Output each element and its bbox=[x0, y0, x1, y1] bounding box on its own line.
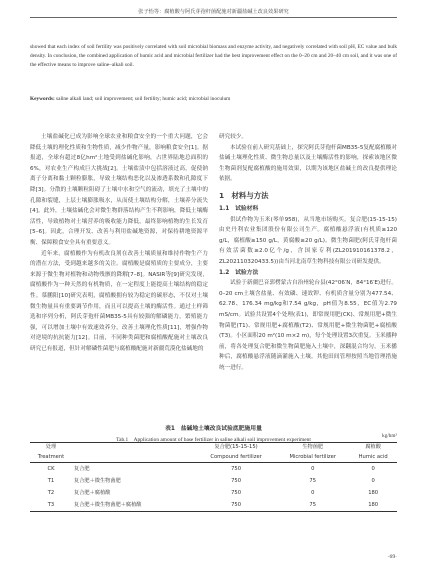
table-header-row-en bbox=[30, 453, 397, 463]
table-cell: 180 bbox=[349, 499, 397, 512]
page-number: ·69· bbox=[387, 554, 397, 560]
table-header-cell: 复合肥(15-15-15) bbox=[196, 443, 276, 453]
subsection-heading-materials: 1.1 试验材料 bbox=[219, 205, 259, 212]
header-rule bbox=[30, 17, 397, 18]
table-header-cell: Microbial fertilizer bbox=[276, 453, 349, 463]
table-cell: 0 bbox=[371, 466, 375, 472]
table-row bbox=[30, 487, 397, 499]
table-cell: 复合肥＋腐植酸 bbox=[74, 490, 111, 496]
table-cell: T3 bbox=[30, 499, 72, 512]
fertilizer-table bbox=[30, 442, 397, 512]
table-cell: 750 bbox=[231, 478, 242, 484]
table-cell: 180 bbox=[368, 490, 379, 496]
subsection-heading-methods: 1.2 试验方法 bbox=[219, 269, 259, 276]
table-header-cell bbox=[72, 443, 196, 453]
table-cell: 750 bbox=[231, 490, 242, 496]
table-cell: T2 bbox=[47, 490, 55, 496]
table-cell: 75 bbox=[276, 499, 349, 512]
table-cell: 复合肥 bbox=[74, 466, 90, 472]
table-header-cell: Humic acid bbox=[349, 453, 397, 463]
table-cell: 750 bbox=[196, 499, 276, 512]
keywords-label: Keywords: bbox=[30, 96, 55, 102]
table-header-cell: 腐植酸 bbox=[349, 443, 397, 453]
keywords-text: saline alkali land; soil improvement; soil fertility; humic acid; microbial inoculum bbox=[56, 96, 231, 102]
table-header-cell: Compound fertilizer bbox=[196, 453, 276, 463]
intro-paragraph-continued: 研究较少。 bbox=[219, 134, 247, 140]
methods-paragraph: 试验于新疆巴音郭楞蒙古自治州轮台县(42°06′N，84°16′E)进行。0–20 cm土壤含盐量、有效磷、速效钾、有机质含量分别为477.54、62.78、176.34 mg/kg和7.54 g/kg，pH值为8.55，EC值为2.79 mS/cm。试验共设置4个处理(表1)，即常规用肥(CK)、常规用肥+微生物菌肥(T1)、常规用肥+腐植酸(T2)、常规用肥+微生物菌肥+腐植酸(T3)。小区面积20 m²(10 m×2 m)，每个处理设置3次重复。玉米播种前，将各处理复合肥和微生物菌肥施入土壤中，深翻混合均匀。玉米播种后，腐植酸悬浮液随滴灌施入土壤。其他田间管理按照当地管理措施统一进行。 bbox=[219, 280, 397, 371]
table-unit: kg/hm² bbox=[382, 433, 397, 439]
table-header-cell: Treatment bbox=[30, 453, 72, 463]
table-cell: T1 bbox=[47, 478, 55, 484]
table-cell: 75 bbox=[309, 478, 317, 484]
table-cell: 0 bbox=[311, 490, 315, 496]
table-header-row-zh bbox=[30, 443, 397, 453]
table-caption-en: Tab.1 Application amount of base fertilizer in saline alkali soil improvement experiment bbox=[116, 437, 311, 443]
materials-paragraph: 供试作物为玉米(琴单958)，从当地市场购买。复合肥(15-15-15)由史丹利农业集团股份有限公司生产。腐植酸悬浮液(有机质≥120 g/L，腐植酸≥150 g/L，黄腐酸≥20 g/L)。微生物菌肥(阿氏芽孢杆菌有效活菌数≥2.0亿个/g，含国家专利(ZL201910161378.2，ZL202110320433.5))由当河北南草生物科技有限公司研发提供。 bbox=[219, 216, 397, 265]
abstract-english: showed that each index of soil fertility was positively correlated with soil microbial biomass and enzyme activity, and negatively correlated with soil pH, EC value and bulk density. In conclusion, the combined application of humic acid and microbial fertilizer had the best improvement effect on the 0–20 cm and 20–40 cm soil, and it was one of the effective means to improve saline–alkali soil. bbox=[30, 44, 397, 69]
intro-paragraph-3: 本试验在前人研究基础上，探究阿氏芽孢杆菌MB35-5复配腐植酸对盐碱土壤理化性质、微生物总量以及土壤酶活性的影响，探索该地区微生物菌剂复配腐植酸的施用效果，以期为该地区盐碱土的改良提供理论依据。 bbox=[219, 144, 397, 183]
table-row bbox=[30, 475, 397, 487]
table-cell: 0 bbox=[371, 478, 375, 484]
table-cell: 复合肥＋微生物菌肥＋腐植酸 bbox=[72, 499, 196, 512]
table-cell: CK bbox=[47, 466, 55, 472]
table-row bbox=[30, 463, 397, 476]
table-header-cell: 生物菌肥 bbox=[276, 443, 349, 453]
keywords-line bbox=[30, 96, 397, 102]
intro-paragraph-1: 土壤盐碱化已成为影响全球农业和粮食安全的一个重大问题，它会降低土壤的理化性质和生物性质，减少作物产量，影响粮食安全[1]。据报道，全球有超过8亿hm²土地受到盐碱化影响，占世界陆地总面积的6%，对农业生产构成巨大挑战[2]。土壤盐渍中包括溶液过高，促使钠离子分离和黏土颗粒膨胀，导致土壤结构恶化以及渗透系数和孔隙度下降[3]。分散的土壤颗粒阻碍了土壤中水和空气的流动，填充了土壤中的孔隙和裂缝，上层土壤膨胀吸水，从而使土壤结构分解，土壤养分流失[4]。此外，土壤盐碱化会对微生物群落结构产生不利影响，降低土壤酶活性，导致植物对土壤营养的吸收能力降低，最终影响植物的生长发育[5–6]。因此，合理开发、改善与利用盐碱地资源，对保持耕地资源平衡、保障粮食安全具有重要意义。 bbox=[30, 134, 208, 246]
table-caption bbox=[0, 423, 427, 443]
table-cell: 复合肥＋微生物菌肥 bbox=[74, 478, 121, 484]
table-row bbox=[30, 499, 397, 512]
left-column bbox=[30, 132, 208, 354]
right-column bbox=[219, 132, 397, 373]
table-cell: 0 bbox=[311, 466, 315, 472]
table-header-cell bbox=[72, 453, 196, 463]
table-caption-zh: 表1 盐碱地土壤改良试验底肥施用量 bbox=[165, 426, 262, 432]
running-header: 张子怡等：腐植酸与阿氏芽孢杆菌配施对新疆盐碱土改良效果研究 bbox=[138, 9, 289, 15]
section-heading-methods: 1 材料与方法 bbox=[219, 190, 269, 200]
table-cell: 750 bbox=[231, 466, 242, 472]
intro-paragraph-2: 近年来，腐植酸作为有机改良剂在改善土壤质量和维持作物生产力的潜在方法，受到越来越多的关注。腐植酸是腐殖质的主要成分，主要来源于微生物对植物和动物残骸的降解[7–8]。NASIR等[9]研究发现，腐植酸作为一种天然的有机物质，在一定程度上能提高土壤结构的稳定性。慕鹏阳[10]研究表明，腐植酸拥有较为稳定的碳形态，不仅对土壤微生物量具有重要调节作用，而且可以提高土壤的酶活性。通过土样筛选和序列分析，阿氏芽孢杆菌MB35-5具有较强的解磷能力，繁殖能力强，可以增加土壤中有效速效养分，改善土壤理化性质[11]，增强作物对逆境的抗抗能力[12]。目前，不同种类菌肥和腐植酸配施对土壤改良研究已有报道，但针对解磷性菌肥与腐植酸配施对新疆荒漠化盐碱地的 bbox=[30, 250, 208, 352]
table-header-cell: 处理 bbox=[30, 443, 72, 453]
